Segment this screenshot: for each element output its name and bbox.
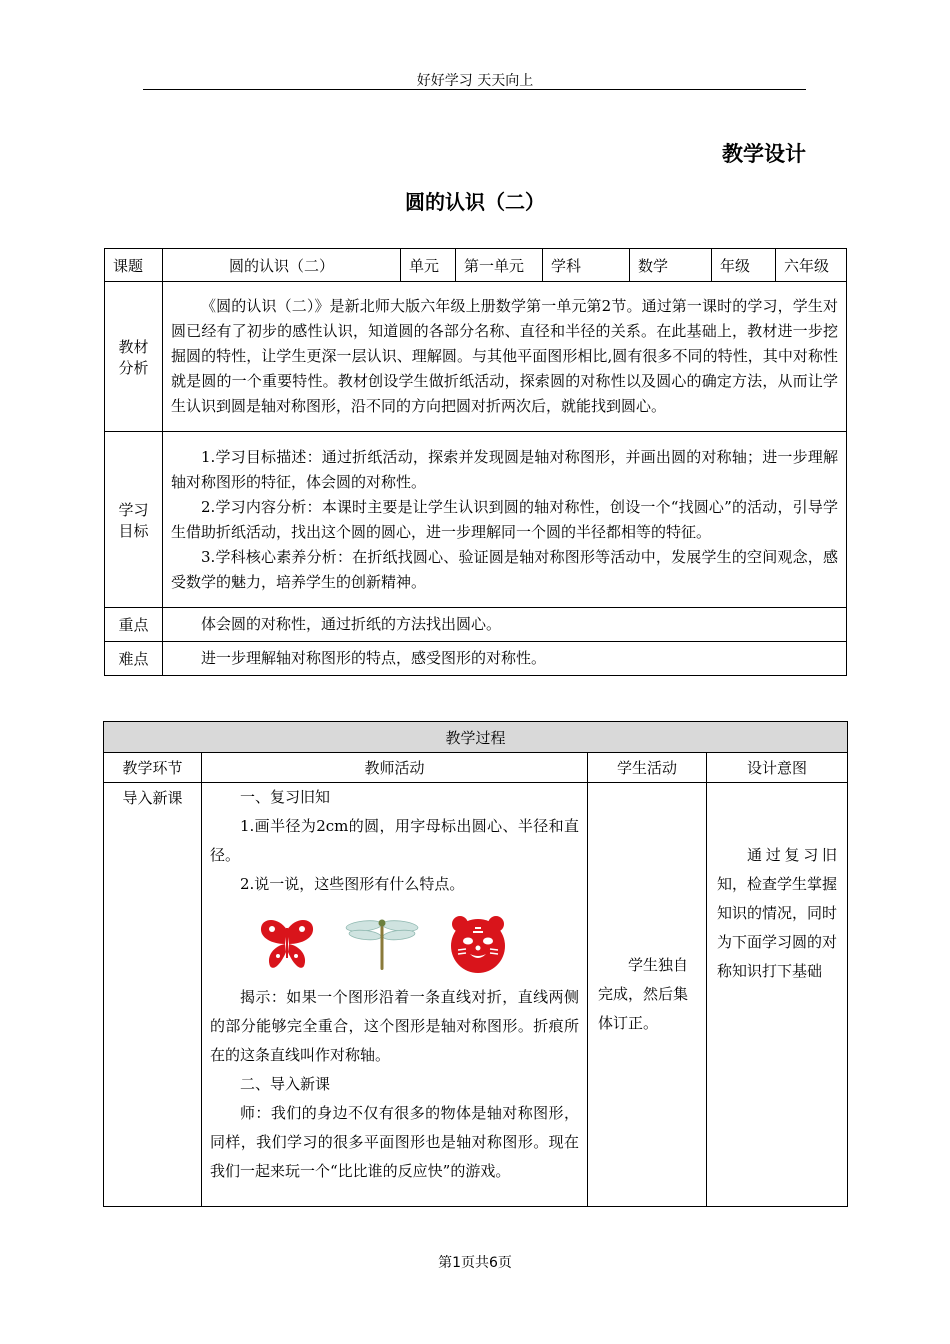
- teacher-activity: [202, 783, 588, 1207]
- teacher-paragraph: 一、复习旧知: [240, 788, 331, 806]
- page-title: 圆的认识（二）: [405, 190, 545, 214]
- key-point-label: 重点: [105, 608, 163, 642]
- teacher-paragraph: 2.说一说，这些图形有什么特点。: [240, 875, 465, 893]
- grade-value: 六年级: [776, 249, 847, 282]
- objective-item: 2.学习内容分析：本课时主要是让学生认识到圆的轴对称性，创设一个“找圆心”的活动，引导学生借助折纸活动，找出这个圆的圆心，进一步理解同一个圆的半径都相等的特征。: [171, 497, 838, 541]
- page-footer: 第1页共6页: [438, 1255, 512, 1271]
- teacher-paragraph: 1.画半径为2cm的圆，用字母标出圆心、半径和直径。: [210, 817, 579, 864]
- column-header: 设计意图: [707, 753, 848, 783]
- topic-value: 圆的认识（二）: [163, 249, 401, 282]
- design-intent: 通过复习旧知，检查学生掌握知识的情况，同时为下面学习圆的对称知识打下基础: [707, 783, 848, 1207]
- process-row: [104, 783, 848, 1207]
- unit-value: 第一单元: [456, 249, 543, 282]
- difficulty-row: [105, 642, 847, 676]
- objective-item: 1.学习目标描述：通过折纸活动，探索并发现圆是轴对称图形，并画出圆的对称轴；进一步理解轴对称图形的特征，体会圆的对称性。: [171, 447, 838, 491]
- unit-label: 单元: [401, 249, 456, 282]
- info-row: [105, 249, 847, 282]
- page-header: 好好学习 天天向上: [416, 73, 534, 89]
- document-type: 教学设计: [722, 142, 806, 166]
- teacher-paragraph: 二、导入新课: [240, 1075, 331, 1093]
- analysis-label: 教材 分析: [105, 282, 163, 432]
- process-title: 教学过程: [104, 722, 848, 753]
- column-header: 学生活动: [588, 753, 707, 783]
- objectives-label: 学习 目标: [105, 432, 163, 608]
- tiger-papercut-icon: [448, 914, 508, 974]
- difficulty-text: 进一步理解轴对称图形的特点，感受图形的对称性。: [163, 642, 847, 676]
- grade-label: 年级: [712, 249, 776, 282]
- butterfly-icon: [258, 916, 316, 972]
- subject-label: 学科: [543, 249, 630, 282]
- column-header: 教师活动: [202, 753, 588, 783]
- analysis-row: [105, 282, 847, 432]
- teacher-paragraph: 揭示：如果一个图形沿着一条直线对折，直线两侧的部分能够完全重合，这个图形是轴对称图形。折痕所在的这条直线叫作对称轴。: [210, 988, 579, 1064]
- key-point-text: 体会圆的对称性，通过折纸的方法找出圆心。: [163, 608, 847, 642]
- process-columns-row: [104, 753, 848, 783]
- key-point-row: [105, 608, 847, 642]
- difficulty-label: 难点: [105, 642, 163, 676]
- symmetry-examples: [258, 913, 579, 975]
- analysis-text: 《圆的认识（二）》是新北师大版六年级上册数学第一单元第2节。通过第一课时的学习，学生对圆已经有了初步的感性认识，知道圆的各部分名称、直径和半径的关系。在此基础上，教材进一步挖掘圆的特性，让学生更深一层认识、理解圆。与其他平面图形相比,圆有很多不同的特性，其中对称性就是圆的一个重要特性。教材创设学生做折纸活动，探索圆的对称性以及圆心的确定方法，从而让学生认识到圆是轴对称图形，沿不同的方向把圆对折两次后，就能找到圆心。: [163, 282, 847, 432]
- dragonfly-icon: [344, 916, 420, 972]
- stage-cell: 导入新课: [104, 783, 202, 1207]
- column-header: 教学环节: [104, 753, 202, 783]
- lesson-info-table: [104, 248, 847, 676]
- student-activity: 学生独自完成，然后集体订正。: [588, 783, 707, 1207]
- objectives-row: [105, 432, 847, 608]
- objective-item: 3.学科核心素养分析：在折纸找圆心、验证圆是轴对称图形等活动中，发展学生的空间观念，感受数学的魅力，培养学生的创新精神。: [171, 547, 838, 591]
- subject-value: 数学: [630, 249, 712, 282]
- topic-label: 课题: [105, 249, 163, 282]
- objectives-text: [163, 432, 847, 608]
- teaching-process-table: [103, 721, 848, 1207]
- header-divider: [143, 89, 806, 90]
- process-title-row: [104, 722, 848, 753]
- teacher-paragraph: 师：我们的身边不仅有很多的物体是轴对称图形，同样，我们学习的很多平面图形也是轴对称图形。现在我们一起来玩一个“比比谁的反应快”的游戏。: [210, 1104, 579, 1180]
